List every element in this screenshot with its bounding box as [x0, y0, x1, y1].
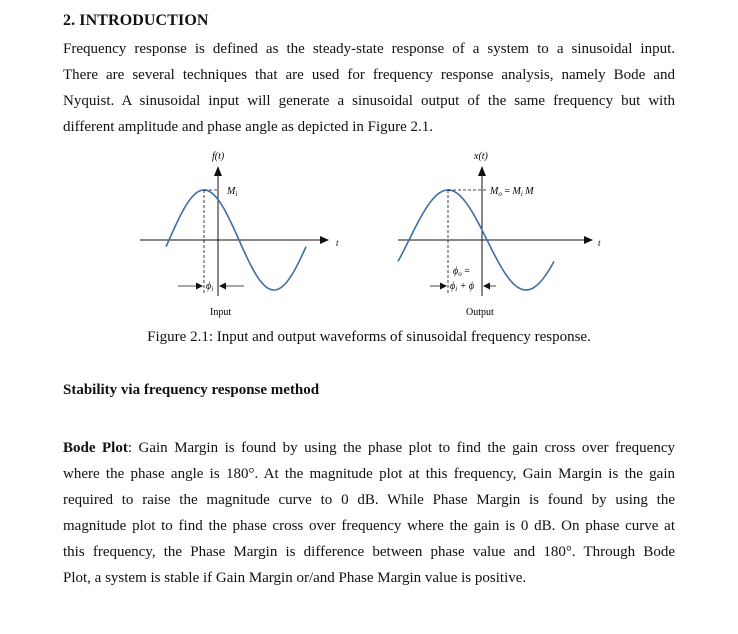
input-y-axis-arrow — [214, 166, 222, 176]
section-heading: 2. INTRODUCTION — [63, 12, 209, 29]
bode-line-3: required to raise the magnitude curve to 0 dB. While Phase Margin is found by using the — [63, 492, 675, 508]
bode-line-2: where the phase angle is 180°. At the magnitude plot at this frequency, Gain Margin is the gain — [63, 466, 675, 482]
output-t-axis-arrow — [584, 236, 593, 244]
input-panel-label: Input — [210, 307, 232, 318]
bode-plot-label: Bode Plot — [63, 440, 128, 456]
bode-line-1 — [63, 435, 675, 461]
input-t-axis-arrow — [320, 236, 329, 244]
output-t-label: t — [598, 238, 601, 248]
output-amplitude-label: $M_o = M_i$ M — [490, 186, 534, 198]
output-y-label: x(t) — [474, 151, 488, 162]
intro-line-2: There are several techniques that are used for frequency response analysis, namely Bode and — [63, 67, 675, 83]
output-panel — [398, 151, 601, 318]
figure-caption: Figure 2.1: Input and output waveforms of sinusoidal frequency response. — [147, 329, 591, 345]
intro-line-3: Nyquist. A sinusoidal input will generate a sinusoidal output of the same frequency but with — [63, 93, 675, 109]
bode-line-6: Plot, a system is stable if Gain Margin or/and Phase Margin value is positive. — [63, 570, 527, 586]
output-y-axis-arrow — [478, 166, 486, 176]
output-phase-label-line2: $\phi_i + \phi$ — [450, 281, 475, 293]
bode-line-5: this frequency, the Phase Margin is difference between phase value and 180°. Through Bode — [63, 544, 675, 560]
figure-2-1 — [130, 146, 610, 324]
input-t-label: t — [336, 238, 339, 248]
output-panel-label: Output — [466, 307, 494, 318]
input-y-label: f(t) — [212, 151, 225, 162]
input-phase-label: $\phi_i$ — [206, 281, 214, 293]
bode-line-1-text: : Gain Margin is found by using the phase plot to find the gain cross over frequency — [127, 440, 675, 456]
intro-paragraph — [63, 36, 675, 140]
input-amplitude-label: $M_i$ — [227, 186, 238, 198]
waveform-diagram — [130, 146, 610, 324]
bode-paragraph — [63, 435, 675, 591]
intro-line-4: different amplitude and phase angle as depicted in Figure 2.1. — [63, 119, 434, 135]
stability-heading: Stability via frequency response method — [63, 382, 320, 398]
output-phase-label-line1: $\phi_o$ = — [453, 266, 470, 278]
intro-line-1: Frequency response is defined as the steady-state response of a system to a sinusoidal input. — [63, 41, 675, 57]
input-panel — [140, 151, 339, 318]
bode-line-4: magnitude plot to find the phase cross over frequency where the gain is 0 dB. On phase curve at — [63, 518, 675, 534]
